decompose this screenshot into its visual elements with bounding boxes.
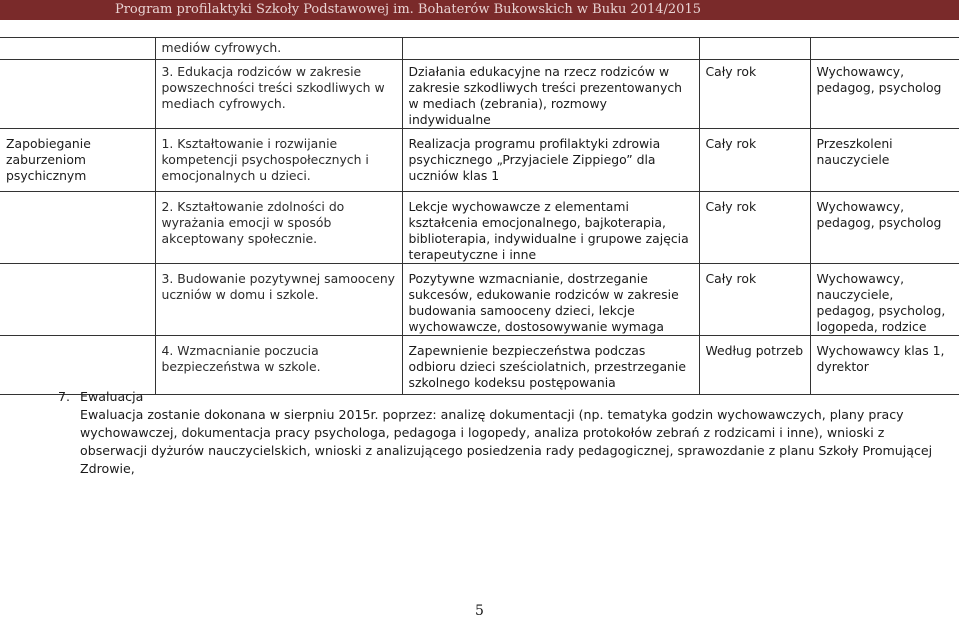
term-cell: Cały rok <box>699 264 810 336</box>
objective-cell: 2. Kształtowanie zdolności do wyrażania emocji w sposób akceptowany społecznie. <box>155 192 402 264</box>
objective-cell: 3. Edukacja rodziców w zakresie powszechności treści szkodliwych w mediach cyfrowych. <box>155 60 402 129</box>
activity-cell: Lekcje wychowawcze z elementami kształcenia emocjonalnego, bajkoterapia, biblioterapia, indywidualne i grupowe zajęcia terapeutyczne i inne <box>402 192 699 264</box>
area-cell <box>0 38 155 60</box>
activity-cell: Realizacja programu profilaktyki zdrowia psychicznego „Przyjaciele Zippiego” dla uczniów klas 1 <box>402 129 699 192</box>
responsible-cell: Wychowawcy, pedagog, psycholog <box>810 60 959 129</box>
term-cell: Cały rok <box>699 129 810 192</box>
responsible-cell <box>810 38 959 60</box>
activity-cell: Pozytywne wzmacnianie, dostrzeganie sukcesów, edukowanie rodziców w zakresie budowania samooceny dzieci, lekcje wychowawcze, dostosowywanie wymaga <box>402 264 699 336</box>
area-cell <box>0 264 155 336</box>
document-running-header <box>0 0 959 20</box>
table-row <box>0 60 959 129</box>
table-row <box>0 38 959 60</box>
term-cell: Cały rok <box>699 60 810 129</box>
table-row <box>0 264 959 336</box>
objective-cell: mediów cyfrowych. <box>155 38 402 60</box>
objective-cell: 4. Wzmacnianie poczucia bezpieczeństwa w szkole. <box>155 336 402 395</box>
area-cell <box>0 192 155 264</box>
objective-cell: 3. Budowanie pozytywnej samooceny uczniów w domu i szkole. <box>155 264 402 336</box>
term-cell: Według potrzeb <box>699 336 810 395</box>
section-heading: Ewaluacja <box>80 389 144 404</box>
section-body: Ewaluacja zostanie dokonana w sierpniu 2015r. poprzez: analizę dokumentacji (np. tematyka godzin wychowawczych, plany pracy wychowawczej, dokumentacja pracy psychologa, pedagoga i logopedy, analiza protokołów zebrań z rodzicami i inne), wnioski z obserwacji dyżurów nauczycielskich, wnioski z analizującego posiedzenia rady pedagogicznej, sprawozdanie z planu Szkoły Promującej Zdrowie, <box>80 407 933 476</box>
table-row <box>0 192 959 264</box>
header-title: Program profilaktyki Szkoły Podstawowej im. Bohaterów Bukowskich w Buku 2014/2015 <box>114 2 701 17</box>
responsible-cell: Wychowawcy, nauczyciele, pedagog, psycholog, logopeda, rodzice <box>810 264 959 336</box>
table-row <box>0 129 959 192</box>
table-row <box>0 336 959 395</box>
prevention-program-table <box>0 37 959 395</box>
activity-cell <box>402 38 699 60</box>
term-cell <box>699 38 810 60</box>
activity-cell: Zapewnienie bezpieczeństwa podczas odbioru dzieci sześciolatnich, przestrzeganie szkolnego kodeksu postępowania <box>402 336 699 395</box>
responsible-cell: Wychowawcy klas 1, dyrektor <box>810 336 959 395</box>
evaluation-section <box>58 388 940 478</box>
area-cell <box>0 336 155 395</box>
activity-cell: Działania edukacyjne na rzecz rodziców w zakresie szkodliwych treści prezentowanych w mediach (zebrania), rozmowy indywidualne <box>402 60 699 129</box>
responsible-cell: Wychowawcy, pedagog, psycholog <box>810 192 959 264</box>
area-cell <box>0 60 155 129</box>
responsible-cell: Przeszkoleni nauczyciele <box>810 129 959 192</box>
term-cell: Cały rok <box>699 192 810 264</box>
area-cell: Zapobieganie zaburzeniom psychicznym <box>0 129 155 192</box>
objective-cell: 1. Kształtowanie i rozwijanie kompetencji psychospołecznych i emocjonalnych u dzieci. <box>155 129 402 192</box>
section-number: 7. <box>58 389 71 404</box>
page-number: 5 <box>475 603 484 619</box>
